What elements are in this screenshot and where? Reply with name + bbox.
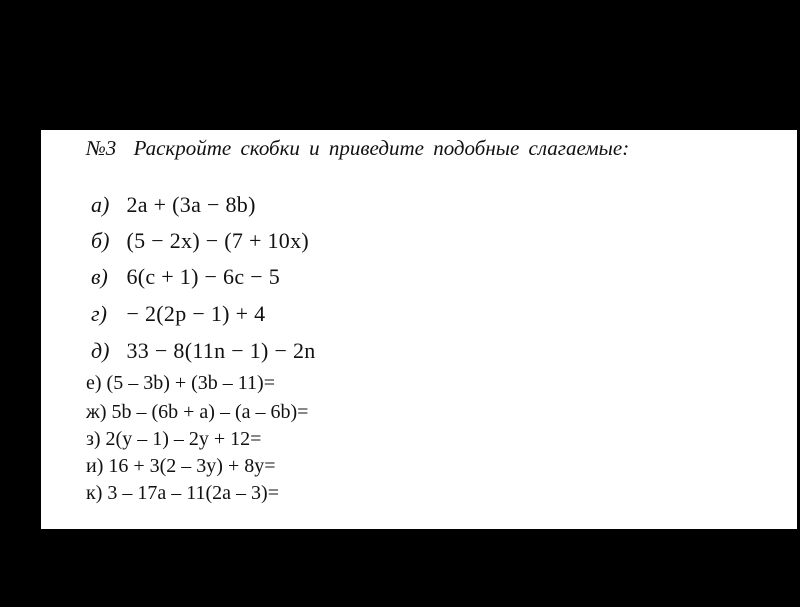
exercise-label: б) bbox=[91, 228, 110, 253]
exercise-zh: ж) 5b – (6b + a) – (a – 6b)= bbox=[86, 401, 309, 423]
exercise-label: в) bbox=[91, 264, 108, 289]
exercise-g bbox=[91, 301, 265, 327]
exercise-b bbox=[91, 228, 309, 254]
exercise-expression: (5 − 2x) − (7 + 10x) bbox=[126, 228, 310, 253]
exercise-a bbox=[91, 192, 256, 218]
exercise-i: и) 16 + 3(2 – 3y) + 8y= bbox=[86, 455, 276, 477]
task-instruction: Раскройте скобки и приведите подобные слагаемые: bbox=[133, 136, 630, 160]
exercise-label: д) bbox=[91, 338, 110, 363]
exercise-expression: 2a + (3a − 8b) bbox=[126, 192, 256, 217]
exercise-label: а) bbox=[91, 192, 110, 217]
exercise-d bbox=[91, 338, 316, 364]
exercise-k: к) 3 – 17a – 11(2a – 3)= bbox=[86, 482, 279, 504]
exercise-v bbox=[91, 264, 280, 290]
exercise-expression: 33 − 8(11n − 1) − 2n bbox=[126, 338, 316, 363]
exercise-z: з) 2(y – 1) – 2y + 12= bbox=[86, 428, 262, 450]
exercise-label: г) bbox=[91, 301, 107, 326]
worksheet-page bbox=[41, 130, 797, 529]
exercise-expression: 6(c + 1) − 6c − 5 bbox=[126, 264, 281, 289]
exercise-e: е) (5 – 3b) + (3b – 11)= bbox=[86, 372, 275, 394]
task-title bbox=[86, 136, 629, 161]
task-number: №3 bbox=[86, 136, 117, 160]
exercise-expression: − 2(2p − 1) + 4 bbox=[126, 301, 266, 326]
